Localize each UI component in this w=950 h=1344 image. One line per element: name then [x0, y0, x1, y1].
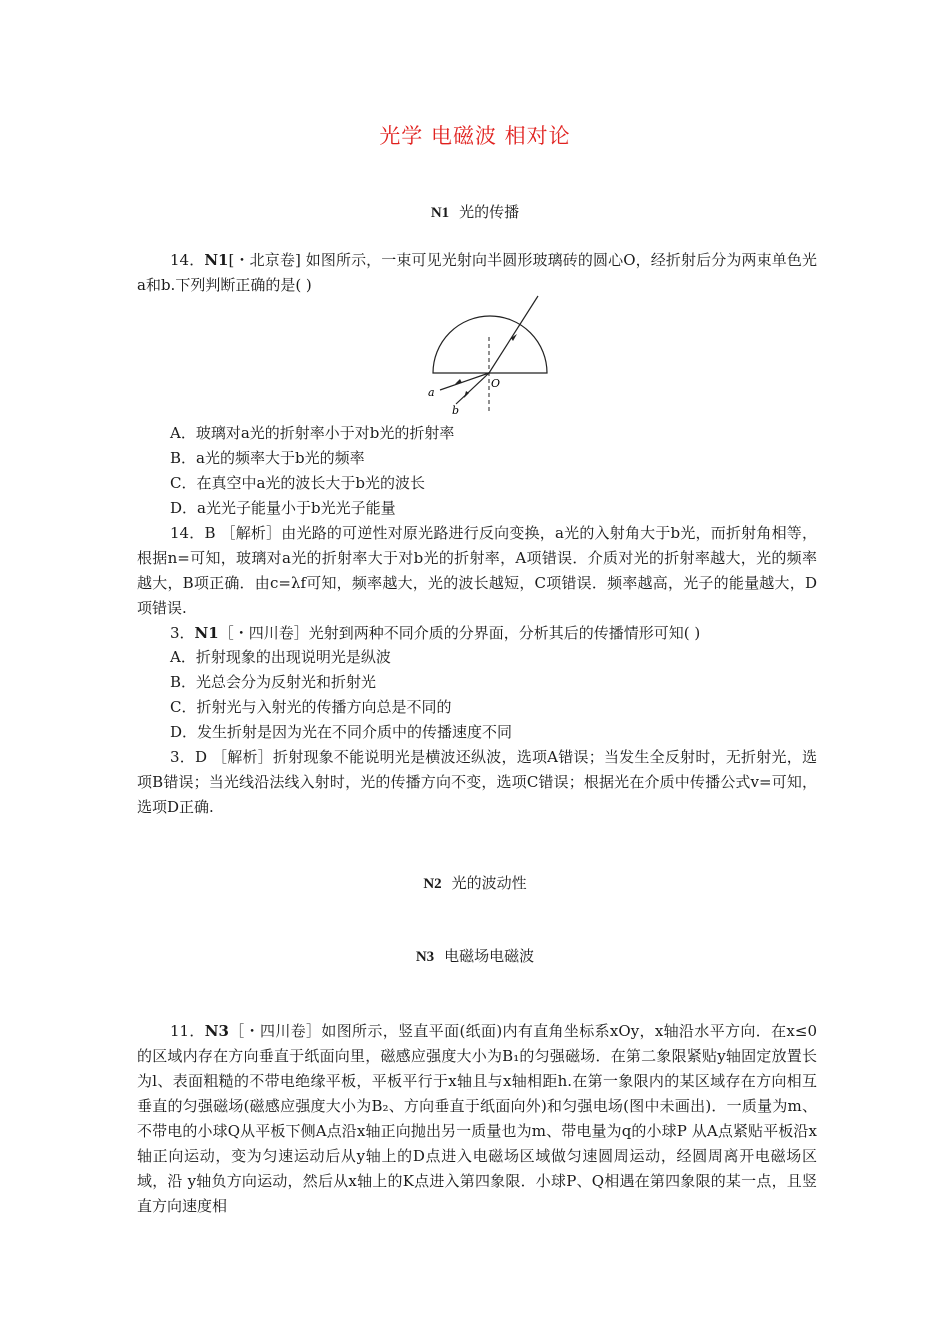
option-b: B．a光的频率大于b光的频率	[170, 449, 365, 467]
section-heading-n2	[0, 872, 950, 893]
answer-14: 14．B ［解析］由光路的可逆性对原光路进行反向变换，a光的入射角大于b光，而折射角相等，根据n=可知，玻璃对a光的折射率大于对b光的折射率，A项错误．介质对光的折射率越大，光的频率越大，B项正确．由c=λf可知，频率越大，光的波长越短，C项错误．频率越高，光子的能量越大，D项错误.	[137, 524, 817, 617]
question-number: 3．	[170, 624, 195, 642]
option-c: C．折射光与入射光的传播方向总是不同的	[170, 698, 452, 716]
option-d: D．发生折射是因为光在不同介质中的传播速度不同	[170, 723, 513, 741]
option-a: A．折射现象的出现说明光是纵波	[170, 648, 391, 666]
page-title: 光学 电磁波 相对论	[379, 124, 571, 148]
question-number: 14．	[170, 251, 205, 269]
question-tag: N1	[194, 624, 219, 642]
label-o: O	[491, 377, 501, 390]
section-code: N1	[430, 205, 450, 221]
refracted-ray-a	[440, 373, 489, 390]
option-b: B．光总会分为反射光和折射光	[170, 673, 377, 691]
question-tag: N3	[204, 1022, 229, 1040]
section-name: 电磁场电磁波	[444, 947, 535, 965]
section-code: N3	[415, 949, 435, 965]
section-name: 光的传播	[459, 203, 520, 221]
question-14	[137, 248, 817, 298]
section-name: 光的波动性	[451, 874, 527, 892]
incident-ray	[489, 296, 538, 373]
question-text: [・北京卷] 如图所示，一束可见光射向半圆形玻璃砖的圆心O，经折射后分为两束单色光a和b.下列判断正确的是( )	[137, 251, 817, 294]
option-c: C．在真空中a光的波长大于b光的波长	[170, 474, 426, 492]
answer-3: 3．D ［解析］折射现象不能说明光是横波还纵波，选项A错误；当发生全反射时，无折射光，选项B错误；当光线沿法线入射时，光的传播方向不变，选项C错误；根据光在介质中传播公式v=可知，选项D正确.	[137, 748, 817, 816]
question-text: ［・四川卷］光射到两种不同介质的分界面，分析其后的传播情形可知( )	[218, 624, 701, 642]
option-a: A．玻璃对a光的折射率小于对b光的折射率	[170, 424, 455, 442]
semicircle-glass-figure	[420, 292, 560, 418]
incident-arrow	[511, 334, 517, 341]
label-a: a	[428, 386, 435, 399]
section-code: N2	[423, 876, 442, 892]
question-tag: N1	[204, 251, 229, 269]
question-text: ［・四川卷］如图所示，竖直平面(纸面)内有直角坐标系xOy，x轴沿水平方向．在x≤0的区域内存在方向垂直于纸面向里，磁感应强度大小为B₁的匀强磁场．在第二象限紧贴y轴固定放置长为l、表面粗糙的不带电绝缘平板，平板平行于x轴且与x轴相距h.在第一象限内的某区域存在方向相互垂直的匀强磁场(磁感应强度大小为B₂、方向垂直于纸面向外)和匀强电场(图中未画出)．一质量为m、不带电的小球Q从平板下侧A点沿x轴正向抛出另一质量也为m、带电量为q的小球P 从A点紧贴平板沿x轴正向运动，变为匀速运动后从y轴上的D点进入电磁场区域做匀速圆周运动，经圆周离开电磁场区域，沿 y轴负方向运动，然后从x轴上的K点进入第四象限．小球P、Q相遇在第四象限的某一点，且竖直方向速度相	[137, 1022, 817, 1215]
option-d: D．a光光子能量小于b光光子能量	[170, 499, 396, 517]
question-3	[137, 621, 817, 646]
question-number: 11．	[170, 1022, 205, 1040]
section-heading-n3	[0, 945, 950, 966]
refracted-ray-b	[456, 373, 489, 404]
semicircle-glass	[433, 316, 547, 373]
question-11	[137, 1019, 817, 1219]
section-heading-n1	[0, 201, 950, 222]
label-b: b	[452, 404, 460, 417]
